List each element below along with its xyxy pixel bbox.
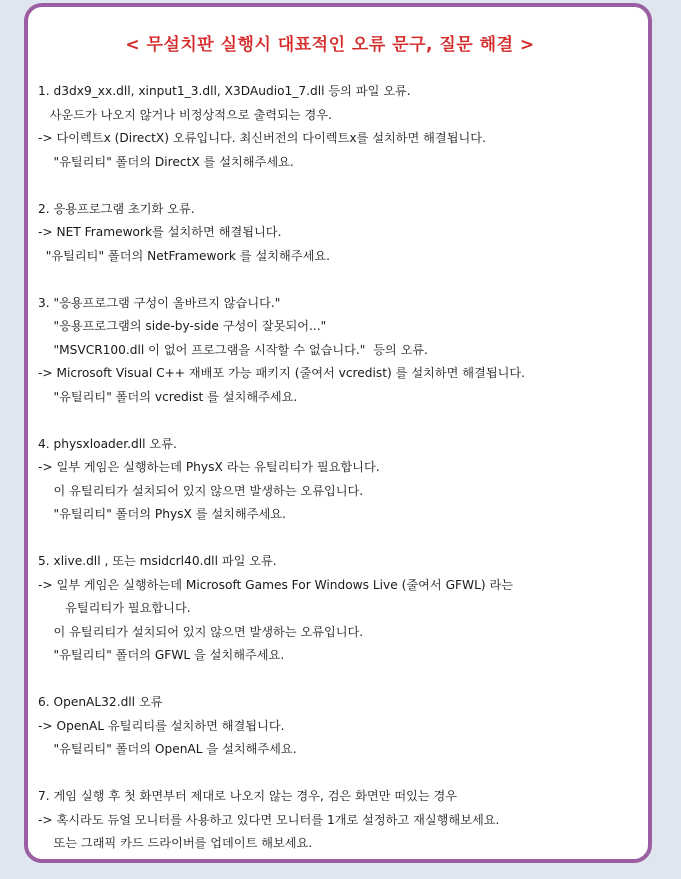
faq-item-4 (38, 433, 638, 527)
faq-answer-line: "유틸리티" 폴더의 NetFramework 를 설치해주세요. (38, 248, 331, 263)
faq-answer-line: "응용프로그램의 side-by-side 구성이 잘못되어..." (38, 319, 327, 333)
faq-question: 3. "응용프로그램 구성이 올바르지 않습니다." (38, 295, 281, 310)
error-faq-list (38, 80, 638, 879)
faq-item-7 (38, 785, 638, 856)
faq-answer-line: -> 일부 게임은 실행하는데 PhysX 라는 유틸리티가 필요합니다. (38, 460, 380, 474)
faq-item-3 (38, 292, 638, 410)
faq-answer-line: 유틸리티가 필요합니다. (38, 601, 191, 615)
page-title: < 무설치판 실행시 대표적인 오류 문구, 질문 해결 > (125, 35, 535, 55)
faq-question: 1. d3dx9_xx.dll, xinput1_3.dll, X3DAudio1_7.dll 등의 파일 오류. (38, 84, 411, 98)
faq-answer-line: "MSVCR100.dll 이 없어 프로그램을 시작할 수 없습니다." 등의 오류. (38, 342, 428, 357)
faq-answer-line: "유틸리티" 폴더의 GFWL 을 설치해주세요. (38, 648, 285, 662)
faq-item-6 (38, 691, 638, 762)
faq-answer-line: -> 다이렉트x (DirectX) 오류입니다. 최신버전의 다이렉트x를 설치하면 해결됩니다. (38, 131, 486, 145)
faq-answer-line: "유틸리티" 폴더의 OpenAL 을 설치해주세요. (38, 742, 297, 756)
faq-answer-line: 또는 그래픽 카드 드라이버를 업데이트 해보세요. (38, 836, 313, 850)
faq-answer-line: -> 혹시라도 듀얼 모니터를 사용하고 있다면 모니터를 1개로 설정하고 재실행해보세요. (38, 812, 500, 827)
faq-answer-line: -> 일부 게임은 실행하는데 Microsoft Games For Windows Live (줄여서 GFWL) 라는 (38, 577, 514, 592)
faq-answer-line: "유틸리티" 폴더의 DirectX 를 설치해주세요. (38, 154, 294, 169)
faq-question: 5. xlive.dll , 또는 msidcrl40.dll 파일 오류. (38, 554, 277, 568)
faq-question: 4. physxloader.dll 오류. (38, 436, 177, 451)
faq-answer-line: -> Microsoft Visual C++ 재배포 가능 패키지 (줄여서 vcredist) 를 설치하면 해결됩니다. (38, 366, 526, 380)
faq-question: 6. OpenAL32.dll 오류 (38, 695, 163, 709)
faq-question: 7. 게임 실행 후 첫 화면부터 제대로 나오지 않는 경우, 검은 화면만 떠있는 경우 (38, 789, 458, 803)
faq-answer-line: 이 유틸리티가 설치되어 있지 않으면 발생하는 오류입니다. (38, 624, 364, 639)
faq-question: 2. 응용프로그램 초기화 오류. (38, 201, 195, 216)
faq-answer-line: "유틸리티" 폴더의 vcredist 를 설치해주세요. (38, 389, 298, 404)
faq-answer-line: 이 유틸리티가 설치되어 있지 않으면 발생하는 오류입니다. (38, 483, 364, 498)
faq-item-2 (38, 198, 638, 269)
faq-item-5 (38, 550, 638, 668)
faq-answer-line: 사운드가 나오지 않거나 비정상적으로 출력되는 경우. (38, 107, 332, 122)
faq-answer-line: -> OpenAL 유틸리티를 설치하면 해결됩니다. (38, 718, 285, 733)
faq-answer-line: "유틸리티" 폴더의 PhysX 를 설치해주세요. (38, 507, 286, 521)
faq-answer-line: -> NET Framework를 설치하면 해결됩니다. (38, 225, 282, 239)
faq-item-1 (38, 80, 638, 174)
